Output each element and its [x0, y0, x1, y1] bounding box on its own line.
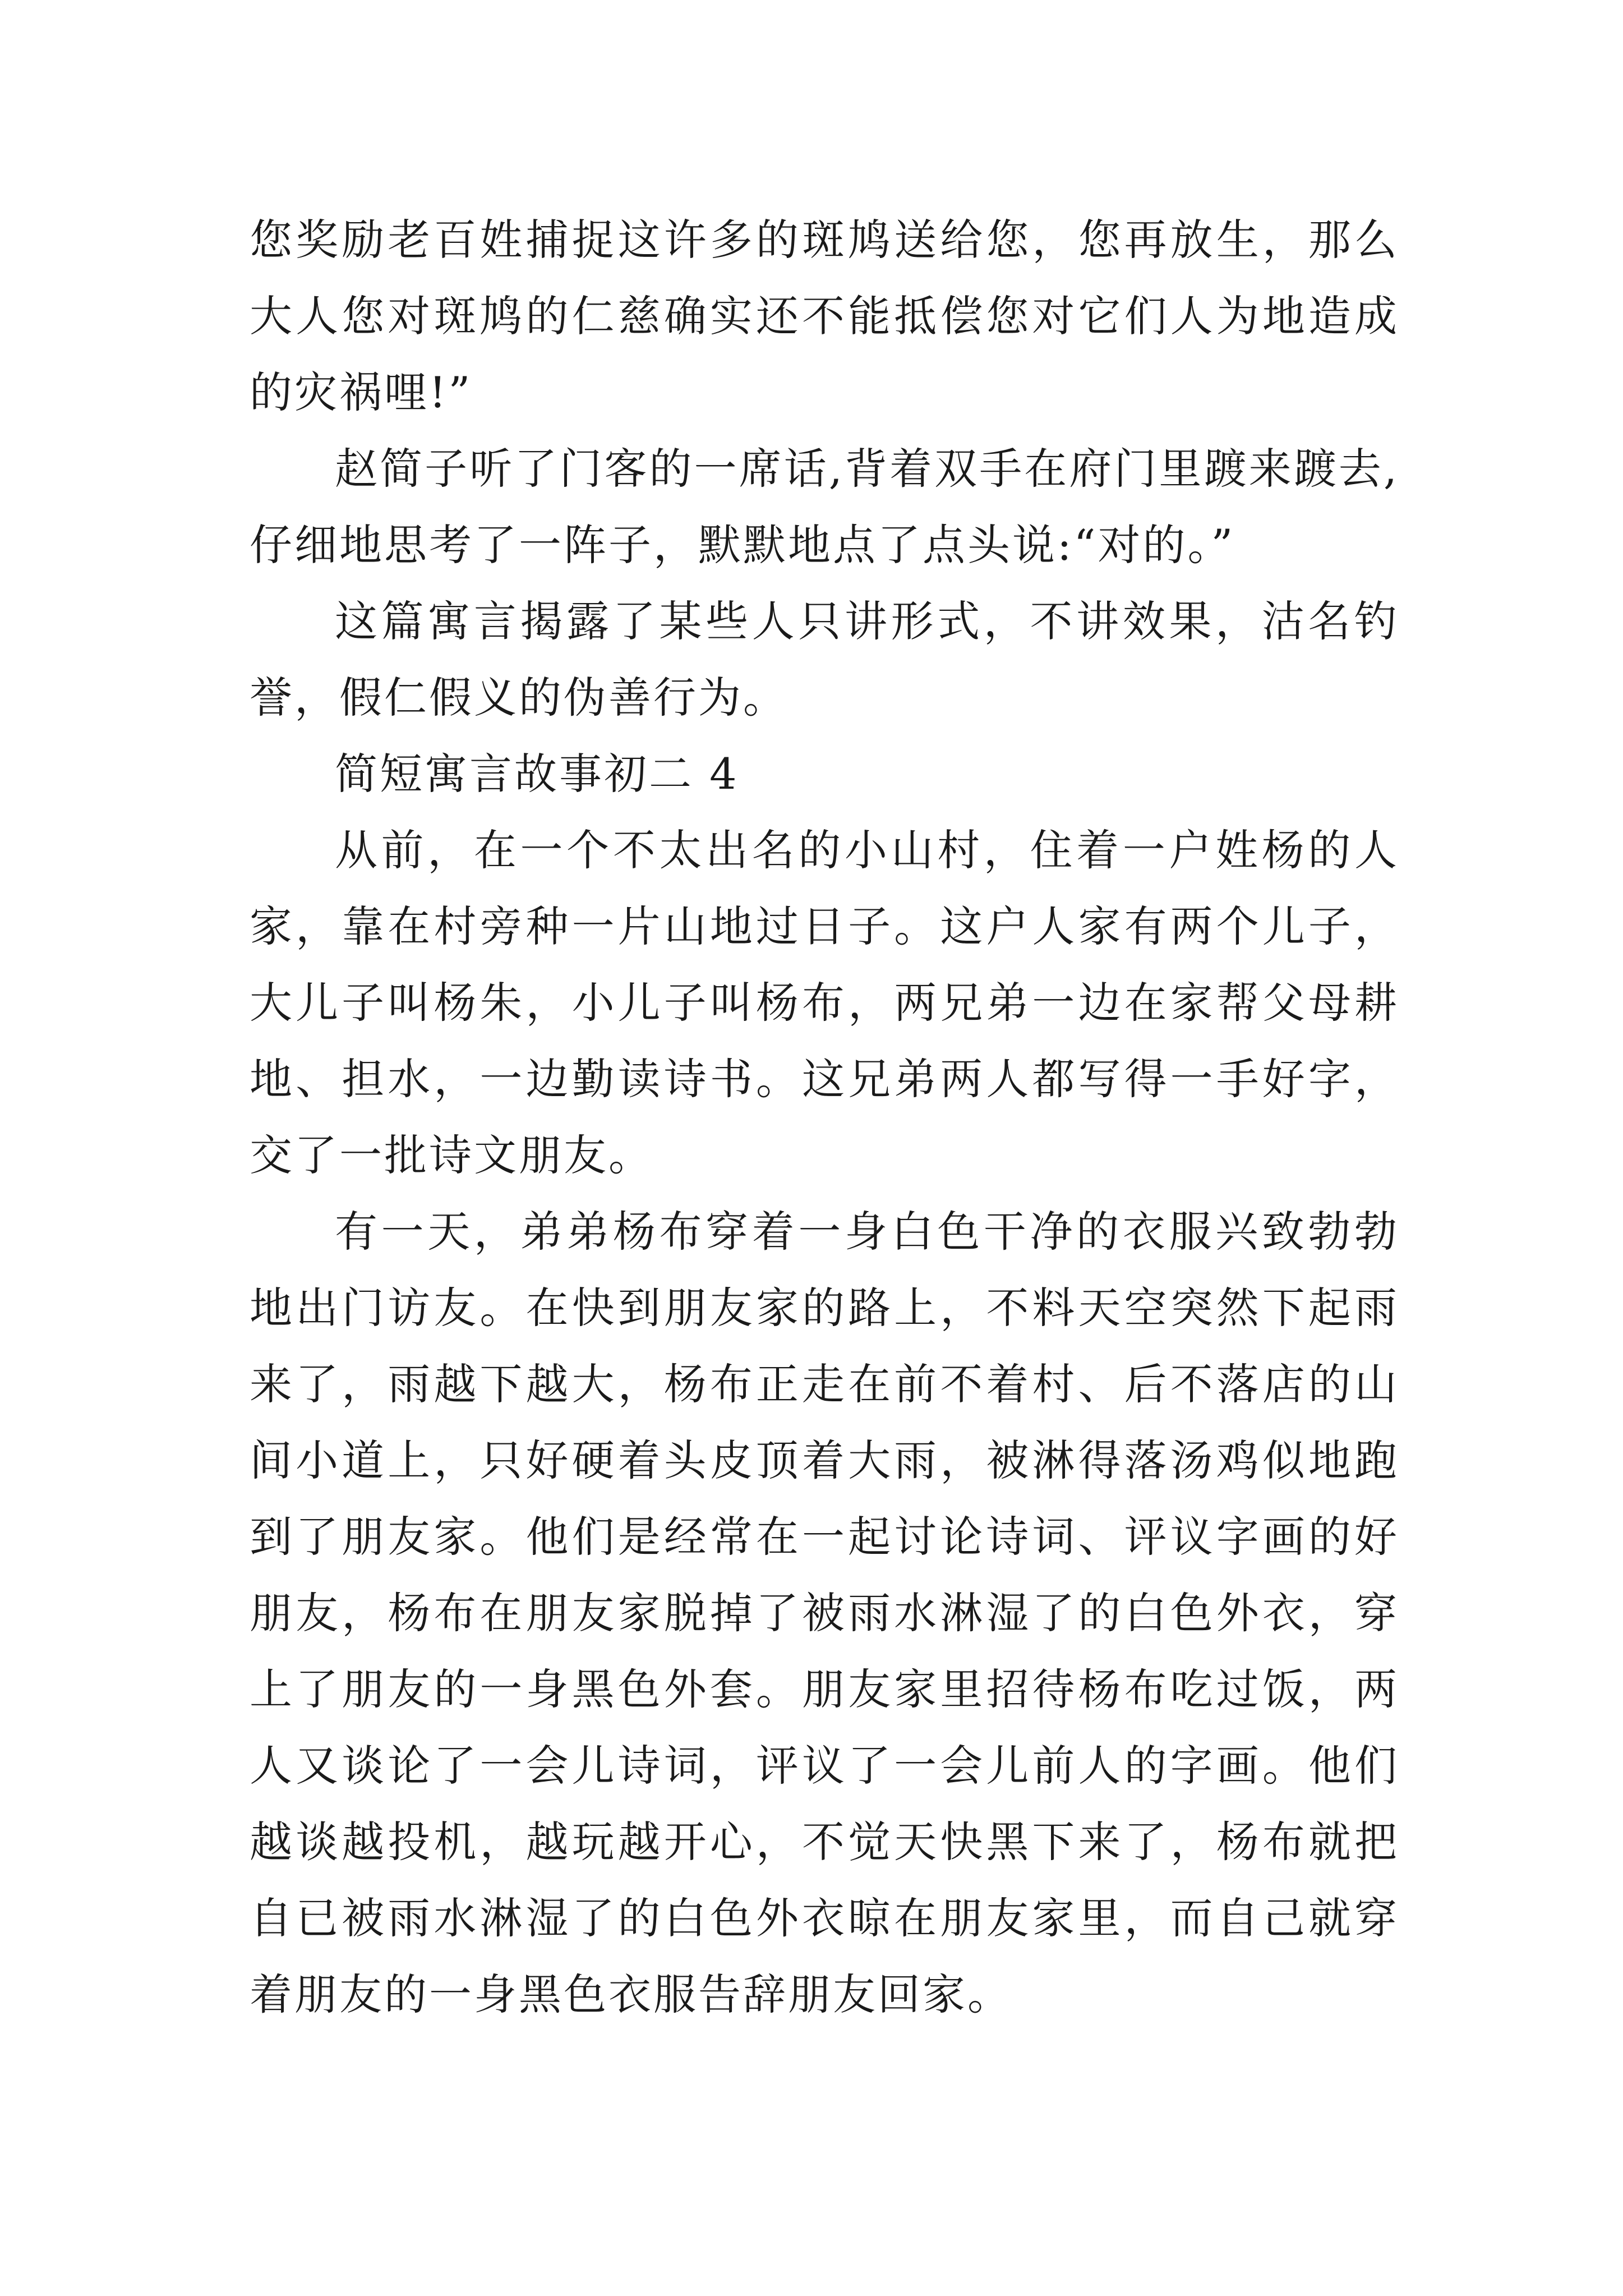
section-heading: 简短寓言故事初二 4 — [335, 749, 739, 799]
document-body — [250, 202, 1399, 2033]
paragraph: 这篇寓言揭露了某些人只讲形式，不讲效果，沽名钓誉，假仁假义的伪善行为。 — [250, 596, 1399, 723]
paragraph: 赵简子听了门客的一席话,背着双手在府门里踱来踱去,仔细地思考了一阵子，默默地点了点头说:“对的。” — [250, 444, 1399, 570]
paragraph: 从前，在一个不太出名的小山村，住着一户姓杨的人家，靠在村旁种一片山地过日子。这户人家有两个儿子，大儿子叫杨朱，小儿子叫杨布，两兄弟一边在家帮父母耕地、担水，一边勤读诗书。这兄弟两人都写得一手好字，交了一批诗文朋友。 — [250, 825, 1399, 1180]
paragraph: 您奖励老百姓捕捉这许多的斑鸠送给您，您再放生，那么大人您对斑鸠的仁慈确实还不能抵偿您对它们人为地造成的灾祸哩!” — [250, 215, 1399, 417]
paragraph: 有一天，弟弟杨布穿着一身白色干净的衣服兴致勃勃地出门访友。在快到朋友家的路上，不料天空突然下起雨来了，雨越下越大，杨布正走在前不着村、后不落店的山间小道上，只好硬着头皮顶着大雨，被淋得落汤鸡似地跑到了朋友家。他们是经常在一起讨论诗词、评议字画的好朋友，杨布在朋友家脱掉了被雨水淋湿了的白色外衣，穿上了朋友的一身黑色外套。朋友家里招待杨布吃过饭，两人又谈论了一会儿诗词，评议了一会儿前人的字画。他们越谈越投机，越玩越开心，不觉天快黑下来了，杨布就把自已被雨水淋湿了的白色外衣晾在朋友家里，而自己就穿着朋友的一身黑色衣服告辞朋友回家。 — [250, 1207, 1399, 2019]
